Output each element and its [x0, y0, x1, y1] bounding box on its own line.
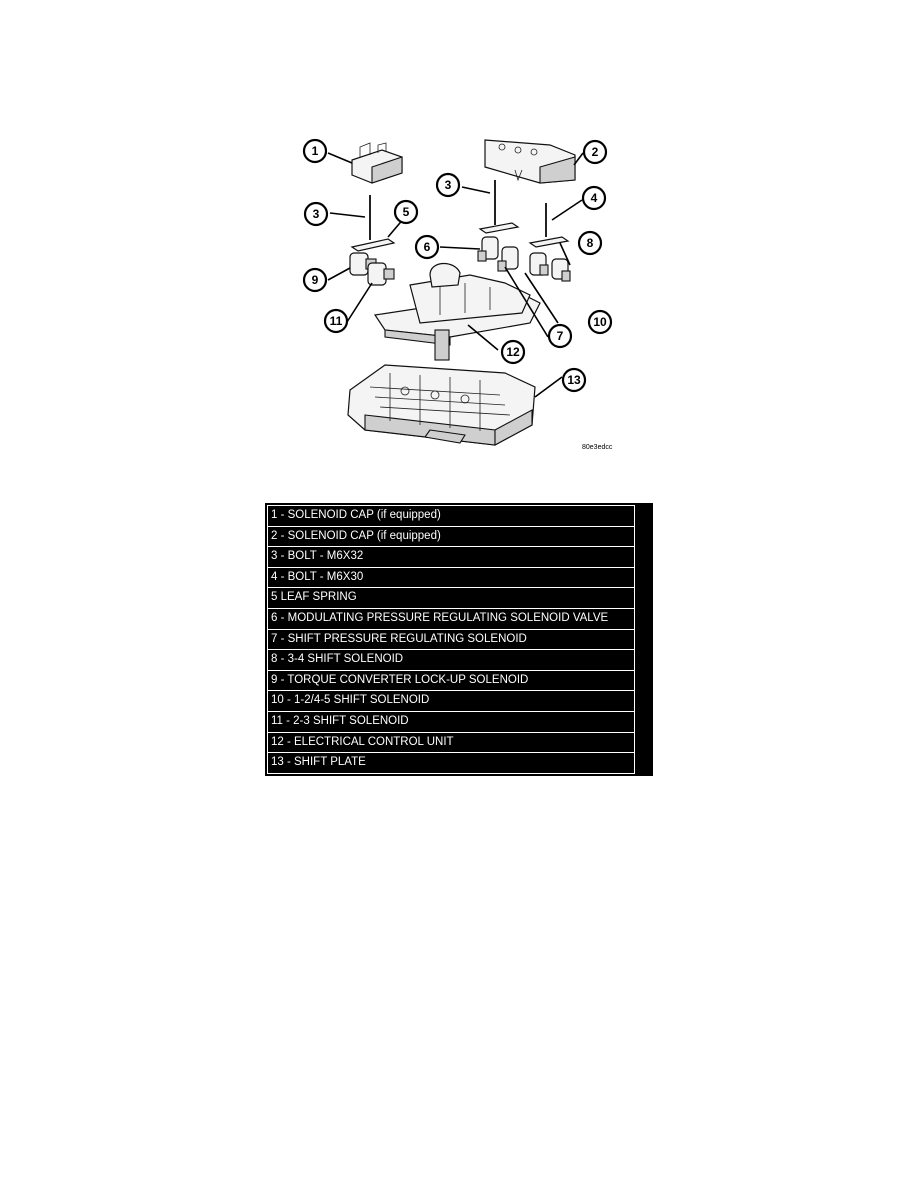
callout-13 — [563, 369, 585, 391]
legend-row: 13 - SHIFT PLATE — [271, 756, 366, 769]
callout-8 — [579, 232, 601, 254]
callout-2 — [584, 141, 606, 163]
callout-6 — [416, 236, 438, 258]
legend-row: 10 - 1-2/4-5 SHIFT SOLENOID — [268, 691, 634, 712]
legend-row: 12 - ELECTRICAL CONTROL UNIT — [268, 733, 634, 754]
legend-row: 6 - MODULATING PRESSURE REGULATING SOLENOID VALVE — [268, 609, 634, 630]
legend-row: 1 - SOLENOID CAP (if equipped) — [268, 506, 634, 527]
legend-row: 8 - 3-4 SHIFT SOLENOID — [268, 650, 634, 671]
svg-text:5: 5 — [402, 205, 410, 219]
svg-text:3: 3 — [444, 178, 452, 192]
callout-11 — [325, 310, 347, 332]
callout-9 — [304, 269, 326, 291]
callout-3-left — [305, 203, 327, 225]
legend-row: 2 - SOLENOID CAP (if equipped) — [268, 527, 634, 548]
svg-text:12: 12 — [506, 345, 520, 359]
svg-text:10: 10 — [593, 315, 607, 329]
svg-text:4: 4 — [590, 191, 598, 205]
legend-row: 5 LEAF SPRING — [268, 588, 634, 609]
svg-text:6: 6 — [423, 240, 431, 254]
legend-row: 7 - SHIFT PRESSURE REGULATING SOLENOID — [268, 630, 634, 651]
figure-code: 80e3edcc — [582, 444, 613, 451]
legend-row: 11 - 2-3 SHIFT SOLENOID — [268, 712, 634, 733]
svg-text:2: 2 — [591, 145, 599, 159]
legend-row: 3 - BOLT - M6X32 — [268, 547, 634, 568]
exploded-view-figure — [290, 125, 630, 460]
callout-12 — [502, 341, 524, 363]
shift-plate-part — [348, 365, 535, 445]
callout-1 — [304, 140, 326, 162]
callout-7 — [549, 325, 571, 347]
svg-text:11: 11 — [329, 314, 343, 328]
parts-legend-table — [265, 503, 653, 776]
svg-text:3: 3 — [312, 207, 320, 221]
callout-4 — [583, 187, 605, 209]
svg-text:8: 8 — [586, 236, 594, 250]
callout-3-right — [437, 174, 459, 196]
callout-5 — [395, 201, 417, 223]
exploded-view-drawing — [290, 125, 630, 460]
svg-text:1: 1 — [311, 144, 319, 158]
solenoid-cap-1-part — [352, 143, 402, 183]
svg-text:9: 9 — [311, 273, 319, 287]
svg-text:7: 7 — [556, 329, 564, 343]
svg-text:13: 13 — [567, 373, 581, 387]
leaf-spring-parts — [352, 223, 568, 251]
callout-10 — [589, 311, 611, 333]
legend-rows — [267, 505, 635, 774]
legend-row: 4 - BOLT - M6X30 — [268, 568, 634, 589]
solenoid-cap-2-part — [485, 140, 575, 183]
legend-row: 9 - TORQUE CONVERTER LOCK-UP SOLENOID — [268, 671, 634, 692]
